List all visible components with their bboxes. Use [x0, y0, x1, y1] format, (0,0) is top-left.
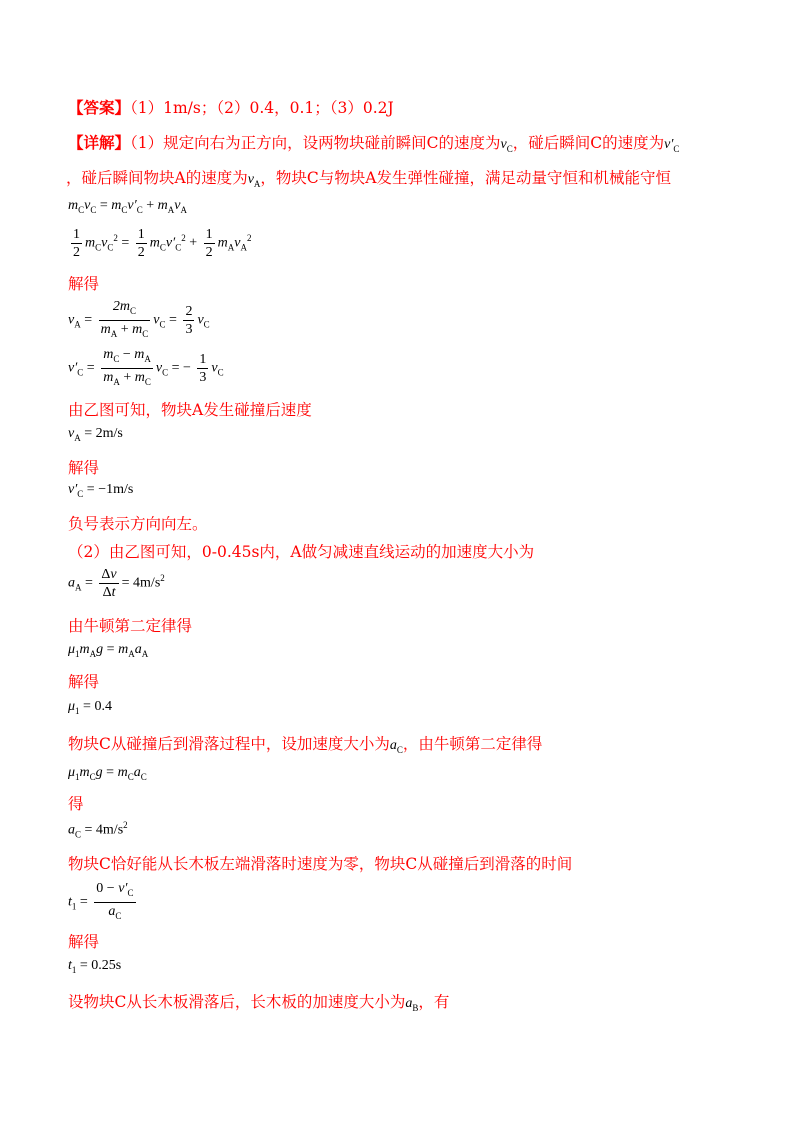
detail-text-2b: ，物块C与物块A发生弹性碰撞，满足动量守恒和机械能守恒	[260, 169, 671, 187]
equation-vA-value: $v_A = 2m/s$	[68, 426, 123, 443]
symbol-aB: $a_B$	[405, 996, 419, 1013]
value-vC-prime: −1m/s	[98, 482, 134, 497]
answer-tag: 【答案】	[68, 98, 131, 117]
symbol-vC: $v_C$	[500, 137, 513, 154]
equation-mu1: $\mu_1 = 0.4$	[68, 699, 112, 716]
text-board	[68, 990, 449, 1013]
equation-energy: $\frac{1}{2}$ $m_Cv_C^2$ = $\frac{1}{2}$ $m_Cv'_C^2$ + $\frac{1}{2}$ $m_Av_A^2$	[73, 227, 252, 260]
equation-friction-A: $\mu_1m_Ag = m_Aa_A$	[68, 642, 149, 659]
text-fuhao: 负号表示方向向左。	[68, 515, 208, 533]
equation-t1-value: $t_1 = 0.25s$	[68, 958, 122, 975]
text-c-accel	[68, 732, 542, 755]
text-part2: （2）由乙图可知，0-0.45s内，A做匀减速直线运动的加速度大小为	[68, 543, 535, 561]
text-yitu: 由乙图可知，物块A发生碰撞后速度	[68, 401, 312, 419]
symbol-vA: $v_A$	[247, 172, 261, 189]
text-c-accel-a: 物块C从碰撞后到滑落过程中，设加速度大小为	[68, 735, 390, 753]
value-t1: 0.25s	[91, 958, 122, 973]
answer-line	[68, 96, 394, 118]
value-vA: 2m/s	[95, 426, 123, 441]
text-board-a: 设物块C从长木板滑落后，长木板的加速度大小为	[68, 993, 406, 1011]
text-c-accel-b: ，由牛顿第二定律得	[402, 735, 543, 753]
detail-line-1	[68, 131, 679, 154]
value-aA: 4m/s	[133, 575, 161, 591]
detail-tag: 【详解】	[68, 133, 131, 152]
equation-momentum: $m_Cv_C = m_Cv'_C + m_Av_A$	[68, 198, 187, 215]
equation-t1-formula: $t_1$ = $\frac{0 - v'_C}{a_C}$	[68, 881, 134, 921]
equation-vC-prime-solution: $v'_C$ = $\frac{m_C - m_A}{m_A + m_C}$ $v_C$ = − $\frac{1}{3}$ $v_C$	[68, 347, 224, 387]
detail-text-1a: （1）规定向右为正方向，设两物块碰前瞬间C的速度为	[130, 134, 501, 152]
symbol-vC-prime: $v'_C$	[664, 137, 680, 154]
equation-vA-solution: $v_A$ = $\frac{2m_C}{m_A + m_C}$ $v_C$ = $\frac{2}{3}$ $v_C$	[68, 299, 210, 339]
symbol-aC: $a_C$	[389, 738, 403, 755]
text-c-zero: 物块C恰好能从长木板左端滑落时速度为零，物块C从碰撞后到滑落的时间	[68, 855, 573, 873]
value-aC: 4m/s	[95, 822, 124, 838]
equation-aA: $a_A$ = $\frac{\Delta v}{\Delta t}$ = $4m/s^2$	[68, 567, 165, 600]
equation-vC-prime-value: $v'_C = -1m/s$	[68, 482, 134, 499]
answer-text: （1）1m/s；（2）0.4，0.1；（3）0.2J	[130, 99, 394, 117]
text-niudun-1: 由牛顿第二定律得	[68, 617, 193, 635]
value-mu1: 0.4	[94, 699, 112, 714]
label-jiede-3: 解得	[68, 673, 100, 691]
detail-text-1b: ，碰后瞬间C的速度为	[512, 134, 665, 152]
detail-line-2	[66, 166, 671, 189]
text-board-b: ，有	[418, 993, 450, 1011]
equation-friction-C: $\mu_1m_Cg = m_Ca_C$	[68, 765, 147, 782]
equation-aC-value: $a_C = 4m/s^2$	[68, 820, 128, 840]
detail-text-2a: ，碰后瞬间物块A的速度为	[66, 169, 248, 187]
label-jiede-1: 解得	[68, 275, 100, 293]
label-jiede-2: 解得	[68, 459, 100, 477]
label-jiede-4: 解得	[68, 933, 100, 951]
label-de: 得	[68, 795, 84, 813]
